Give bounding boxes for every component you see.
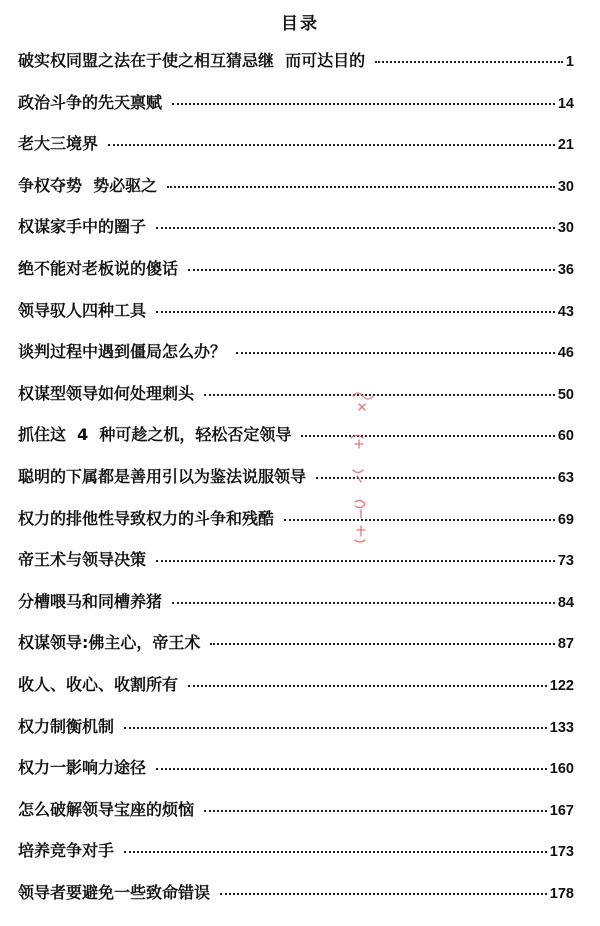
toc-entry[interactable]	[18, 256, 574, 298]
toc-entry[interactable]	[18, 381, 574, 423]
red-stamp-watermark-icon	[345, 380, 425, 580]
toc-entry-page: 178	[549, 885, 574, 902]
toc-entry-page: 50	[557, 386, 574, 403]
dot-leader	[301, 435, 554, 437]
toc-entry-page: 63	[557, 469, 574, 486]
toc-entry[interactable]	[18, 589, 574, 631]
toc-entry[interactable]	[18, 506, 574, 548]
table-of-contents	[18, 48, 574, 921]
toc-entry-title: 领导驭人四种工具	[18, 300, 147, 320]
toc-entry[interactable]	[18, 630, 574, 672]
toc-entry-page: 133	[549, 719, 574, 736]
toc-entry[interactable]	[18, 90, 574, 132]
toc-entry[interactable]	[18, 422, 574, 464]
toc-entry[interactable]	[18, 298, 574, 340]
dot-leader	[236, 352, 555, 354]
toc-entry-page: 73	[557, 553, 574, 570]
toc-entry-page: 60	[557, 428, 574, 445]
toc-entry-title: 破实权同盟之法在于使之相互猜忌继 而可达目的	[18, 51, 366, 70]
toc-entry-page: 1	[565, 54, 574, 70]
toc-entry-page: 87	[557, 636, 574, 653]
toc-entry-title: 老大三境界	[18, 134, 99, 154]
toc-entry[interactable]	[18, 755, 574, 797]
toc-entry[interactable]	[18, 547, 574, 589]
toc-entry-page: 14	[557, 95, 574, 112]
toc-entry-title: 权力的排他性导致权力的斗争和残酷	[18, 508, 275, 528]
dot-leader	[188, 685, 547, 687]
toc-entry-page: 46	[557, 345, 574, 362]
dot-leader	[156, 311, 555, 313]
toc-entry-page: 173	[549, 844, 574, 861]
toc-entry-title: 争权夺势 势必驱之	[18, 175, 158, 195]
dot-leader	[375, 61, 563, 63]
toc-entry[interactable]	[18, 838, 574, 880]
toc-entry-title: 谈判过程中遇到僵局怎么办？	[18, 342, 227, 362]
dot-leader	[172, 602, 555, 604]
toc-entry-title: 怎么破解领导宝座的烦恼	[18, 799, 195, 819]
toc-entry-title: 绝不能对老板说的傻话	[18, 258, 179, 278]
toc-entry-title: 权力制衡机制	[18, 716, 115, 736]
toc-entry-title: 权谋领导:佛主心，帝王术	[18, 633, 201, 653]
toc-entry-title: 权力一影响力途径	[18, 758, 147, 778]
toc-entry[interactable]	[18, 339, 574, 381]
toc-entry-title: 收人、收心、收割所有	[18, 674, 179, 694]
dot-leader	[172, 103, 555, 105]
toc-entry-page: 84	[557, 594, 574, 611]
toc-entry-title: 领导者要避免一些致命错误	[18, 882, 211, 902]
toc-entry[interactable]	[18, 464, 574, 506]
toc-entry-title: 分槽喂马和同槽养猪	[18, 591, 163, 611]
toc-entry-page: 30	[557, 178, 574, 195]
dot-leader	[167, 186, 555, 188]
toc-entry-title: 帝王术与领导决策	[18, 550, 147, 570]
toc-entry[interactable]	[18, 173, 574, 215]
toc-entry-title: 权谋家手中的圈子	[18, 217, 147, 237]
dot-leader	[124, 727, 547, 729]
dot-leader	[124, 851, 547, 853]
dot-leader	[204, 810, 547, 812]
dot-leader	[108, 144, 555, 146]
dot-leader	[156, 227, 555, 229]
toc-entry-title: 政治斗争的先天禀赋	[18, 92, 163, 112]
dot-leader	[210, 643, 554, 645]
toc-entry[interactable]	[18, 672, 574, 714]
toc-entry-page: 160	[549, 761, 574, 778]
toc-entry-title: 聪明的下属都是善用引以为鉴法说服领导	[18, 466, 307, 486]
toc-entry-page: 167	[549, 802, 574, 819]
toc-entry[interactable]	[18, 797, 574, 839]
toc-entry[interactable]	[18, 214, 574, 256]
toc-entry-page: 122	[549, 677, 574, 694]
toc-entry-page: 30	[557, 220, 574, 237]
toc-entry-title: 培养竞争对手	[18, 841, 115, 861]
dot-leader	[156, 768, 547, 770]
toc-entry[interactable]	[18, 714, 574, 756]
page-title: 目录	[281, 14, 319, 34]
toc-entry[interactable]	[18, 48, 574, 90]
dot-leader	[188, 269, 555, 271]
toc-entry-page: 43	[557, 303, 574, 320]
toc-entry-page: 69	[557, 511, 574, 528]
toc-entry-title: 权谋型领导如何处理刺头	[18, 383, 195, 403]
toc-entry-page: 36	[557, 261, 574, 278]
toc-entry[interactable]	[18, 131, 574, 173]
toc-entry-title: 抓住这 4 种可趁之机，轻松否定领导	[18, 425, 292, 445]
dot-leader	[220, 893, 547, 895]
toc-entry-page: 21	[557, 137, 574, 154]
toc-entry[interactable]	[18, 880, 574, 922]
